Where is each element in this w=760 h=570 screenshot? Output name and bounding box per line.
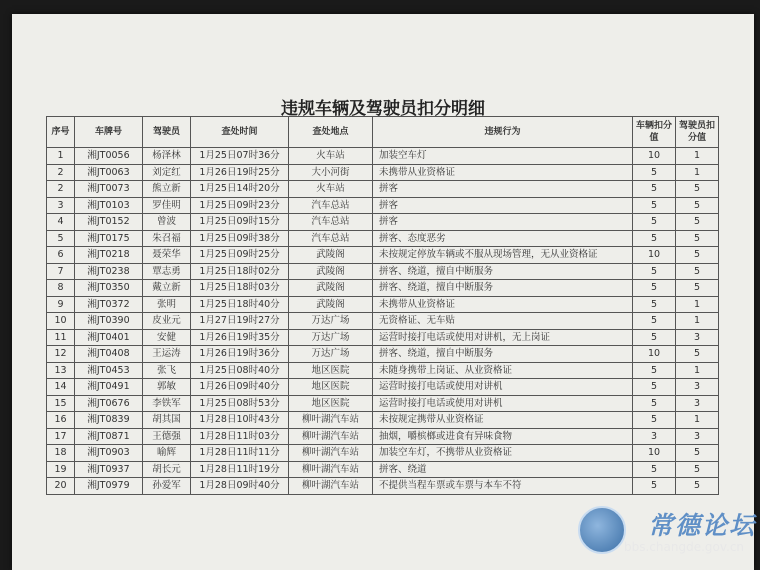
cell-location: 武陵阁 [289, 263, 373, 280]
cell-plate: 湘JT0063 [75, 164, 143, 181]
col-header-index: 序号 [47, 117, 75, 148]
cell-index: 8 [47, 280, 75, 297]
cell-plate: 湘JT0676 [75, 395, 143, 412]
table-row [47, 230, 719, 247]
cell-index: 16 [47, 412, 75, 429]
table-row [47, 197, 719, 214]
cell-location: 武陵阁 [289, 296, 373, 313]
cell-location: 火车站 [289, 181, 373, 198]
forum-watermark [574, 504, 760, 566]
cell-time: 1月25日09时25分 [191, 247, 289, 264]
cell-time: 1月28日10时43分 [191, 412, 289, 429]
violation-table [46, 116, 719, 495]
cell-plate: 湘JT0408 [75, 346, 143, 363]
cell-time: 1月25日08时53分 [191, 395, 289, 412]
cell-index: 20 [47, 478, 75, 495]
cell-vehicle-points: 5 [633, 197, 676, 214]
cell-vehicle-points: 5 [633, 296, 676, 313]
watermark-title: 常德论坛 [648, 511, 757, 540]
cell-location: 柳叶湖汽车站 [289, 428, 373, 445]
cell-location: 武陵阁 [289, 247, 373, 264]
cell-index: 7 [47, 263, 75, 280]
cell-vehicle-points: 5 [633, 263, 676, 280]
cell-index: 1 [47, 148, 75, 165]
cell-plate: 湘JT0401 [75, 329, 143, 346]
cell-driver-points: 1 [676, 362, 719, 379]
table-row [47, 379, 719, 396]
cell-driver: 胡其国 [143, 412, 191, 429]
col-header-plate: 车牌号 [75, 117, 143, 148]
cell-time: 1月25日07时36分 [191, 148, 289, 165]
cell-plate: 湘JT0937 [75, 461, 143, 478]
cell-plate: 湘JT0839 [75, 412, 143, 429]
cell-behavior: 加装空车灯，不携带从业资格证 [373, 445, 633, 462]
col-header-vehicle-points: 车辆扣分值 [633, 117, 676, 148]
cell-driver-points: 5 [676, 247, 719, 264]
cell-location: 万达广场 [289, 329, 373, 346]
cell-driver-points: 3 [676, 395, 719, 412]
table-row [47, 329, 719, 346]
col-header-behavior: 违规行为 [373, 117, 633, 148]
cell-vehicle-points: 10 [633, 445, 676, 462]
cell-driver-points: 5 [676, 346, 719, 363]
cell-behavior: 无资格证、无车贴 [373, 313, 633, 330]
cell-index: 5 [47, 230, 75, 247]
cell-behavior: 不提供当程车票或车票与本车不符 [373, 478, 633, 495]
cell-vehicle-points: 5 [633, 412, 676, 429]
cell-vehicle-points: 10 [633, 346, 676, 363]
cell-driver: 戴立新 [143, 280, 191, 297]
table-body [47, 148, 719, 495]
cell-behavior: 未随身携带上岗证、从业资格证 [373, 362, 633, 379]
cell-driver-points: 5 [676, 197, 719, 214]
cell-plate: 湘JT0390 [75, 313, 143, 330]
cell-behavior: 拼客、绕道，擅自中断服务 [373, 346, 633, 363]
cell-plate: 湘JT0218 [75, 247, 143, 264]
cell-vehicle-points: 5 [633, 395, 676, 412]
cell-behavior: 未携带从业资格证 [373, 164, 633, 181]
table-row [47, 214, 719, 231]
col-header-driver: 驾驶员 [143, 117, 191, 148]
cell-index: 2 [47, 181, 75, 198]
table-row [47, 395, 719, 412]
cell-behavior: 运营时接打电话或使用对讲机，无上岗证 [373, 329, 633, 346]
table-row [47, 313, 719, 330]
cell-behavior: 加装空车灯 [373, 148, 633, 165]
cell-behavior: 抽烟，嚼槟榔或进食有异味食物 [373, 428, 633, 445]
cell-driver-points: 5 [676, 181, 719, 198]
cell-behavior: 未携带从业资格证 [373, 296, 633, 313]
cell-index: 10 [47, 313, 75, 330]
cell-index: 18 [47, 445, 75, 462]
col-header-driver-points: 驾驶员扣分值 [676, 117, 719, 148]
cell-driver: 罗佳明 [143, 197, 191, 214]
cell-behavior: 拼客 [373, 181, 633, 198]
cell-vehicle-points: 5 [633, 164, 676, 181]
cell-driver-points: 1 [676, 313, 719, 330]
cell-behavior: 拼客、绕道，擅自中断服务 [373, 263, 633, 280]
cell-driver-points: 5 [676, 461, 719, 478]
cell-time: 1月25日08时40分 [191, 362, 289, 379]
table-row [47, 362, 719, 379]
cell-location: 柳叶湖汽车站 [289, 412, 373, 429]
cell-driver: 皮业元 [143, 313, 191, 330]
cell-plate: 湘JT0903 [75, 445, 143, 462]
cell-driver-points: 1 [676, 164, 719, 181]
table-row [47, 247, 719, 264]
cell-time: 1月25日18时40分 [191, 296, 289, 313]
cell-location: 汽车总站 [289, 230, 373, 247]
cell-behavior: 未按规定携带从业资格证 [373, 412, 633, 429]
cell-index: 2 [47, 164, 75, 181]
cell-plate: 湘JT0056 [75, 148, 143, 165]
table-row [47, 296, 719, 313]
cell-plate: 湘JT0871 [75, 428, 143, 445]
cell-driver: 覃志勇 [143, 263, 191, 280]
cell-driver-points: 1 [676, 412, 719, 429]
cell-plate: 湘JT0175 [75, 230, 143, 247]
cell-driver-points: 5 [676, 280, 719, 297]
cell-vehicle-points: 5 [633, 362, 676, 379]
cell-vehicle-points: 5 [633, 313, 676, 330]
col-header-time: 查处时间 [191, 117, 289, 148]
cell-index: 3 [47, 197, 75, 214]
cell-driver: 孙爱军 [143, 478, 191, 495]
cell-plate: 湘JT0372 [75, 296, 143, 313]
cell-vehicle-points: 5 [633, 280, 676, 297]
table-row [47, 263, 719, 280]
cell-driver: 喻辉 [143, 445, 191, 462]
cell-vehicle-points: 5 [633, 379, 676, 396]
cell-vehicle-points: 10 [633, 247, 676, 264]
cell-driver: 杨泽林 [143, 148, 191, 165]
cell-driver-points: 1 [676, 148, 719, 165]
cell-location: 柳叶湖汽车站 [289, 445, 373, 462]
cell-time: 1月26日19时36分 [191, 346, 289, 363]
cell-location: 汽车总站 [289, 197, 373, 214]
cell-time: 1月28日11时19分 [191, 461, 289, 478]
cell-plate: 湘JT0073 [75, 181, 143, 198]
cell-vehicle-points: 5 [633, 329, 676, 346]
cell-location: 火车站 [289, 148, 373, 165]
cell-vehicle-points: 5 [633, 478, 676, 495]
cell-plate: 湘JT0453 [75, 362, 143, 379]
table-row [47, 181, 719, 198]
cell-time: 1月25日09时38分 [191, 230, 289, 247]
cell-time: 1月25日18时03分 [191, 280, 289, 297]
cell-location: 武陵阁 [289, 280, 373, 297]
forum-seal-logo [578, 506, 626, 554]
cell-index: 14 [47, 379, 75, 396]
cell-behavior: 运营时接打电话或使用对讲机 [373, 395, 633, 412]
cell-time: 1月25日14时20分 [191, 181, 289, 198]
cell-time: 1月28日11时11分 [191, 445, 289, 462]
table-row [47, 280, 719, 297]
cell-driver-points: 5 [676, 230, 719, 247]
cell-vehicle-points: 5 [633, 230, 676, 247]
cell-behavior: 未按规定停放车辆或不服从现场管理，无从业资格证 [373, 247, 633, 264]
cell-location: 柳叶湖汽车站 [289, 461, 373, 478]
cell-vehicle-points: 5 [633, 461, 676, 478]
table-row [47, 346, 719, 363]
document-title: 违规车辆及驾驶员扣分明细 [281, 99, 485, 119]
cell-driver-points: 5 [676, 214, 719, 231]
table-header-row [47, 117, 719, 148]
cell-time: 1月26日19时35分 [191, 329, 289, 346]
cell-location: 地区医院 [289, 379, 373, 396]
cell-plate: 湘JT0979 [75, 478, 143, 495]
cell-driver: 胡长元 [143, 461, 191, 478]
cell-time: 1月26日09时40分 [191, 379, 289, 396]
table-row [47, 148, 719, 165]
watermark-url: bbs.changde.gov.cn [624, 540, 745, 554]
cell-time: 1月28日11时03分 [191, 428, 289, 445]
cell-driver: 曾波 [143, 214, 191, 231]
table-row [47, 164, 719, 181]
table-row [47, 478, 719, 495]
cell-driver-points: 3 [676, 379, 719, 396]
cell-time: 1月26日19时25分 [191, 164, 289, 181]
cell-vehicle-points: 5 [633, 181, 676, 198]
cell-driver: 张飞 [143, 362, 191, 379]
cell-index: 12 [47, 346, 75, 363]
cell-index: 13 [47, 362, 75, 379]
cell-plate: 湘JT0491 [75, 379, 143, 396]
cell-driver: 王运涛 [143, 346, 191, 363]
cell-plate: 湘JT0238 [75, 263, 143, 280]
cell-time: 1月25日09时15分 [191, 214, 289, 231]
cell-driver: 王德强 [143, 428, 191, 445]
cell-time: 1月25日18时02分 [191, 263, 289, 280]
cell-driver-points: 5 [676, 445, 719, 462]
table-row [47, 428, 719, 445]
cell-plate: 湘JT0350 [75, 280, 143, 297]
cell-location: 万达广场 [289, 313, 373, 330]
cell-index: 6 [47, 247, 75, 264]
cell-behavior: 运营时接打电话或使用对讲机 [373, 379, 633, 396]
cell-index: 19 [47, 461, 75, 478]
cell-behavior: 拼客、绕道，擅自中断服务 [373, 280, 633, 297]
cell-time: 1月27日19时27分 [191, 313, 289, 330]
cell-driver: 刘定红 [143, 164, 191, 181]
cell-driver: 朱召福 [143, 230, 191, 247]
cell-vehicle-points: 10 [633, 148, 676, 165]
cell-behavior: 拼客 [373, 197, 633, 214]
cell-plate: 湘JT0152 [75, 214, 143, 231]
cell-driver-points: 3 [676, 329, 719, 346]
cell-driver: 张明 [143, 296, 191, 313]
cell-time: 1月28日09时40分 [191, 478, 289, 495]
cell-vehicle-points: 5 [633, 214, 676, 231]
col-header-location: 查处地点 [289, 117, 373, 148]
table-row [47, 461, 719, 478]
cell-vehicle-points: 3 [633, 428, 676, 445]
cell-driver-points: 3 [676, 428, 719, 445]
cell-behavior: 拼客、绕道 [373, 461, 633, 478]
cell-driver: 安健 [143, 329, 191, 346]
cell-location: 大小河街 [289, 164, 373, 181]
table-row [47, 412, 719, 429]
cell-location: 汽车总站 [289, 214, 373, 231]
cell-driver: 聂荣华 [143, 247, 191, 264]
cell-driver-points: 1 [676, 296, 719, 313]
cell-plate: 湘JT0103 [75, 197, 143, 214]
cell-location: 地区医院 [289, 395, 373, 412]
cell-location: 万达广场 [289, 346, 373, 363]
cell-driver-points: 5 [676, 263, 719, 280]
cell-index: 9 [47, 296, 75, 313]
cell-location: 柳叶湖汽车站 [289, 478, 373, 495]
cell-driver-points: 5 [676, 478, 719, 495]
cell-driver: 郭敏 [143, 379, 191, 396]
cell-location: 地区医院 [289, 362, 373, 379]
cell-index: 17 [47, 428, 75, 445]
cell-behavior: 拼客 [373, 214, 633, 231]
cell-driver: 李铁军 [143, 395, 191, 412]
cell-time: 1月25日09时23分 [191, 197, 289, 214]
cell-behavior: 拼客、态度恶劣 [373, 230, 633, 247]
table-row [47, 445, 719, 462]
cell-index: 15 [47, 395, 75, 412]
cell-index: 4 [47, 214, 75, 231]
cell-index: 11 [47, 329, 75, 346]
cell-driver: 熊立新 [143, 181, 191, 198]
